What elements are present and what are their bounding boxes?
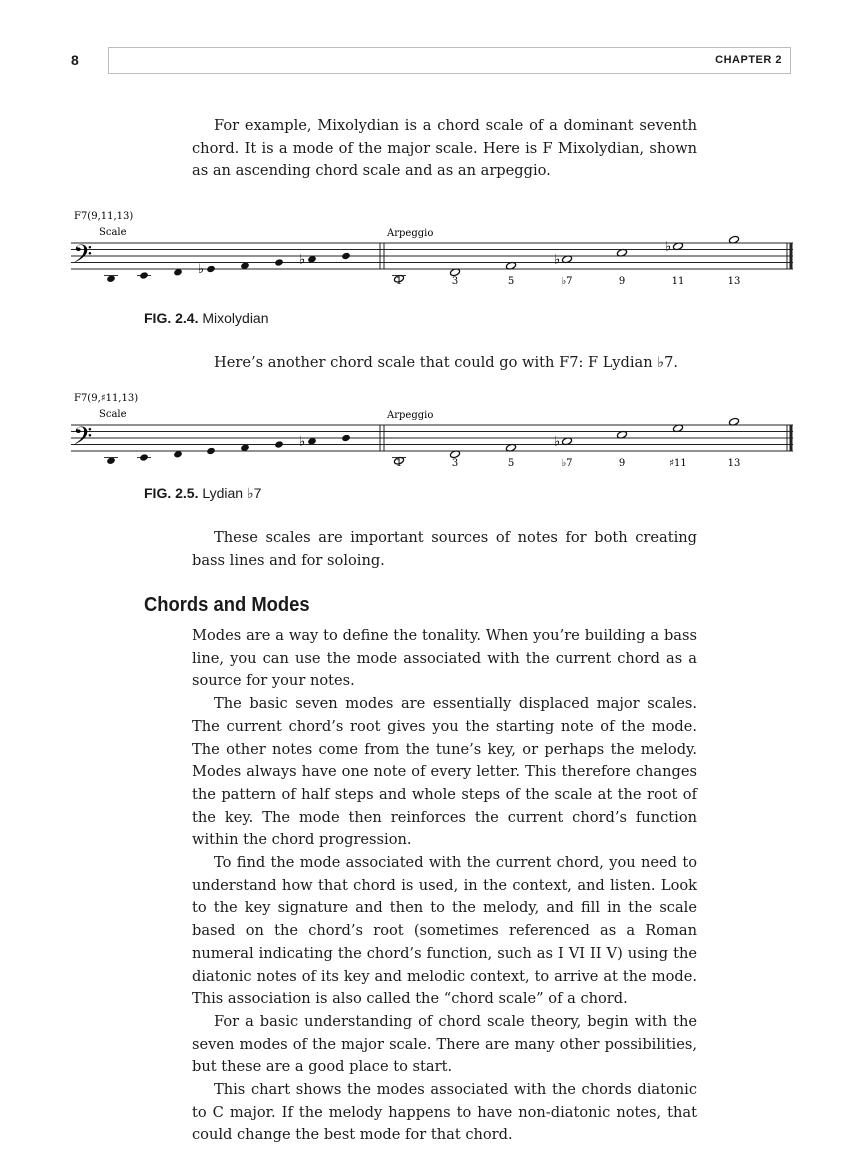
body-paragraph: The basic seven modes are essentially displaced major scales. The current chord’s root gives you the starting note of the mode. The other notes come from the tune’s key, or perhaps the melody. Modes always have one note of every letter. This therefore changes the pattern of half steps and whole steps of the scale at the root of the key. The mode then reinforces the current chord’s function within the chord progression.	[192, 695, 697, 849]
bass-clef-icon: 𝄢	[73, 240, 93, 275]
notes	[104, 417, 740, 465]
scale-note	[206, 447, 216, 455]
degree-label: 9	[618, 458, 626, 469]
degree-label: 1	[395, 276, 403, 287]
figure-2-5-caption	[144, 485, 261, 502]
flat-icon: ♭	[554, 434, 561, 450]
section-heading: Chords and Modes	[144, 594, 310, 616]
body-paragraph: To find the mode associated with the current chord, you need to understand how that chord is used, in the context, and listen. Look to the key signature and then to the melody, and fill in the scale based on the chord’s root (sometimes referenced as a Roman numeral indicating the chord’s function, such as I VI II V) using the diatonic notes of its key and melodic context, to arrive at the mode. This association is also called the “chord scale” of a chord.	[192, 854, 697, 1008]
flat-icon: ♭	[665, 239, 672, 255]
after-paragraph	[192, 527, 697, 572]
figure-2-4-caption	[144, 310, 269, 326]
caption-label: FIG. 2.5.	[144, 485, 199, 501]
scale-label: Scale	[99, 409, 127, 420]
figure-2-4-notation	[0, 205, 864, 295]
body-paragraph: For a basic understanding of chord scale theory, begin with the seven modes of the major scale. There are many other possibilities, but these are a good place to start.	[192, 1012, 697, 1076]
caption-text: Mixolydian	[198, 310, 269, 326]
page-number: 8	[71, 52, 79, 68]
degree-label: 5	[507, 276, 515, 287]
scale-label: Scale	[99, 227, 127, 238]
flat-icon: ♭	[299, 252, 306, 268]
section-body	[192, 625, 697, 1147]
degree-label: 13	[727, 276, 741, 287]
scale-note	[206, 265, 216, 273]
intro-paragraph	[192, 115, 697, 183]
degree-label: 13	[727, 458, 741, 469]
arpeggio-label: Arpeggio	[387, 410, 434, 421]
caption-label: FIG. 2.4.	[144, 310, 199, 326]
scale-note	[274, 440, 284, 448]
arpeggio-label: Arpeggio	[387, 228, 434, 239]
scale-note	[139, 271, 149, 279]
degree-labels	[396, 276, 741, 287]
intro-text: For example, Mixolydian is a chord scale of a dominant seventh chord. It is a mode of the major scale. Here is F Mixolydian, shown as an ascending chord scale and as an arpeggio.	[192, 117, 697, 180]
between-text: Here’s another chord scale that could go with F7: F Lydian ♭7.	[214, 354, 679, 371]
flat-icon: ♭	[299, 434, 306, 450]
chord-symbol: F7(9,11,13)	[74, 211, 134, 222]
degree-label: 3	[451, 276, 459, 287]
degree-label: ♯11	[669, 458, 687, 469]
running-header	[108, 47, 791, 74]
bass-clef-icon: 𝄢	[73, 422, 93, 457]
figure-2-5-notation	[0, 387, 864, 477]
scale-note	[341, 252, 351, 260]
degree-labels	[396, 458, 741, 469]
body-paragraph: Modes are a way to define the tonality. When you’re building a bass line, you can use the mode associated with the current chord as a source for your notes.	[192, 627, 697, 690]
chapter-label: CHAPTER 2	[715, 54, 782, 66]
degree-label: 3	[451, 458, 459, 469]
flat-icon: ♭	[198, 262, 205, 277]
between-paragraph	[192, 352, 697, 375]
degree-label: ♭7	[561, 458, 573, 469]
scale-note	[341, 434, 351, 442]
degree-label: 5	[507, 458, 515, 469]
body-paragraph: This chart shows the modes associated with the chords diatonic to C major. If the melody happens to have non-diatonic notes, that could change the best mode for that chord.	[192, 1081, 697, 1144]
chord-symbol: F7(9,♯11,13)	[74, 393, 139, 404]
scale-note	[139, 453, 149, 461]
degree-label: 9	[618, 276, 626, 287]
degree-label: 11	[671, 276, 685, 287]
degree-label: 1	[395, 458, 403, 469]
scale-note	[274, 258, 284, 266]
after-text: These scales are important sources of notes for both creating bass lines and for soloing.	[192, 529, 697, 569]
caption-text: Lydian ♭7	[198, 485, 262, 501]
flat-icon: ♭	[554, 252, 561, 268]
degree-label: ♭7	[561, 276, 573, 287]
notes	[104, 235, 740, 283]
